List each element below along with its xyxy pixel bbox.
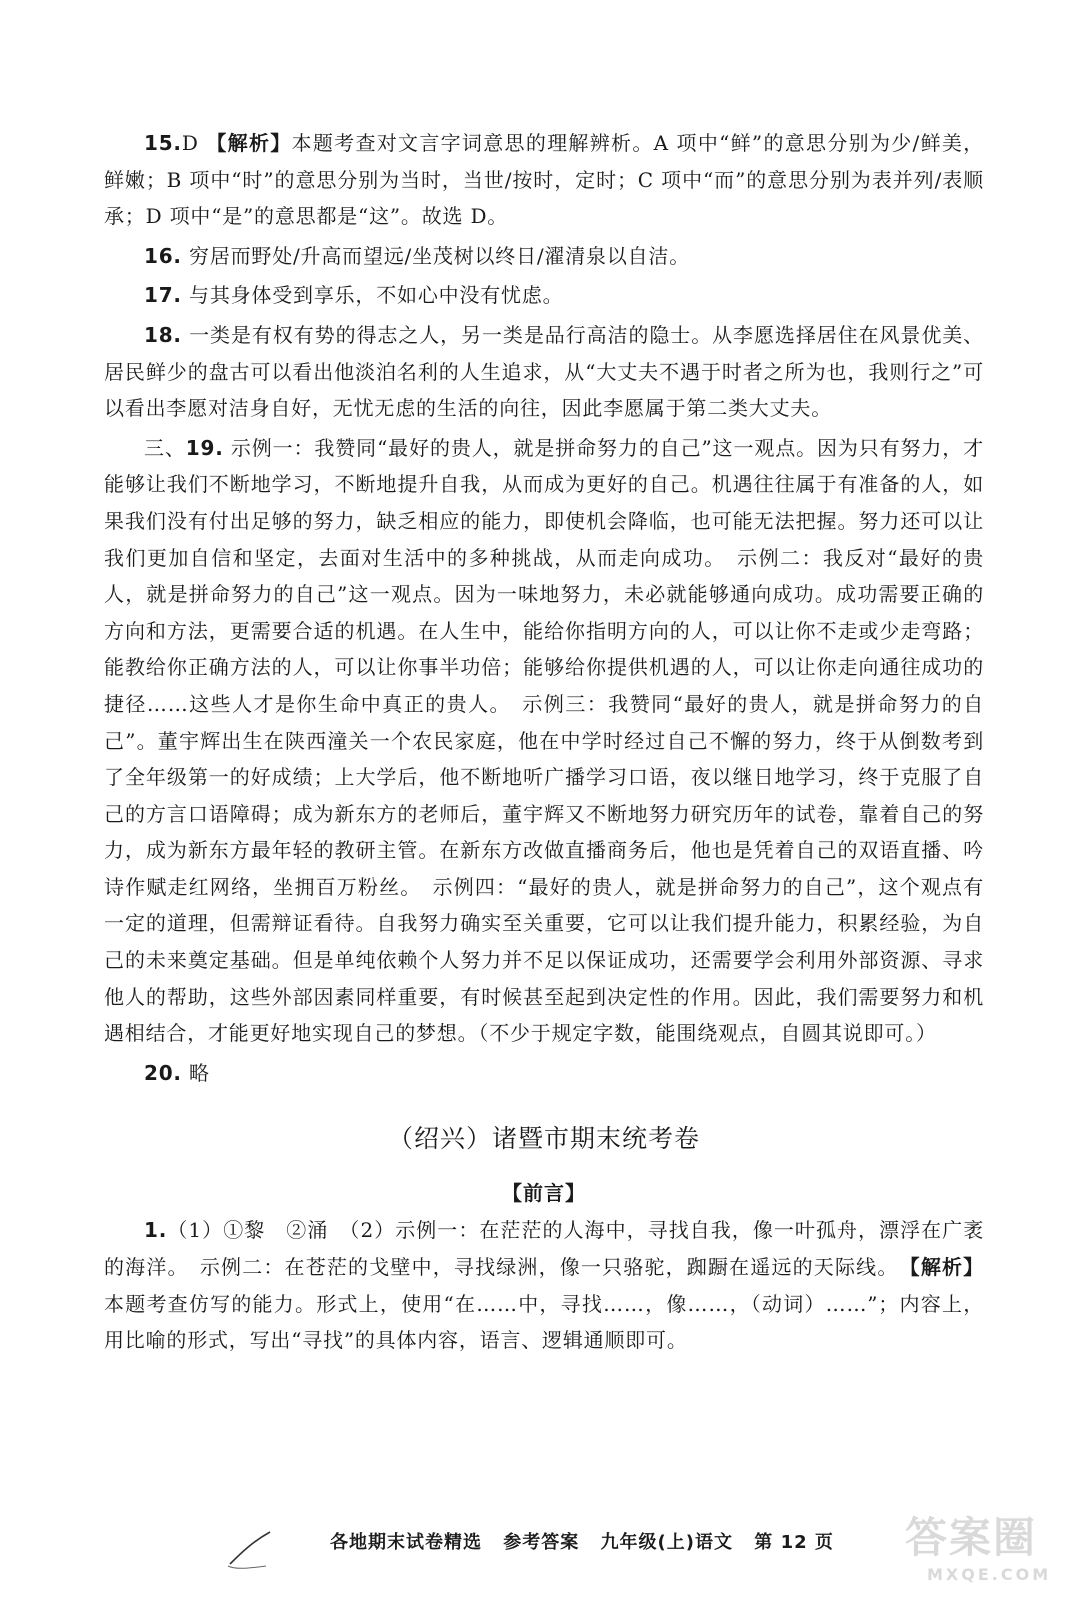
section-subtitle: 【前言】 bbox=[502, 1181, 586, 1206]
question-number: 1. bbox=[144, 1218, 168, 1243]
watermark-url: MXQE.COM bbox=[927, 1565, 1052, 1584]
analysis-tag: 【解析】 bbox=[909, 1255, 984, 1280]
analysis-tag: 【解析】 bbox=[206, 131, 292, 155]
question-number: 16. bbox=[144, 243, 182, 268]
watermark-logo: 答案圈 bbox=[905, 1513, 1038, 1562]
answer-15 bbox=[104, 125, 984, 235]
answer-17 bbox=[104, 277, 984, 314]
answer-text: 一类是有权有势的得志之人，另一类是品行高洁的隐士。从李愿选择居住在风景优美、居民鲜少的盘古可以看出他淡泊名利的人生追求，从“大丈夫不遇于时者之所为也，我则行之”可以看出李愿对洁身自好，无忧无虑的生活的向往，因此李愿属于第二类大丈夫。 bbox=[104, 322, 984, 421]
answer-18 bbox=[104, 317, 984, 427]
section-prefix: 三、 bbox=[144, 435, 186, 460]
question-number: 17. bbox=[144, 283, 182, 308]
answer-text: 穷居而野处/升高而望远/坐茂树以终日/濯清泉以自洁。 bbox=[189, 243, 691, 268]
question-number: 19. bbox=[185, 435, 224, 460]
watermark bbox=[905, 1505, 1075, 1595]
exam-section-title: （绍兴）诸暨市期末统考卷 bbox=[387, 1124, 700, 1154]
answer-text: 本题考查对文言字词意思的理解辨析。A 项中“鲜”的意思分别为少/鲜美，鲜嫩；B 项中“时”的意思分别为当时，当世/按时，定时；C 项中“而”的意思分别为表并列/表顺承；D 项中“是”的意思都是“这”。故选 D。 bbox=[104, 131, 984, 229]
answer-1 bbox=[104, 1212, 984, 1358]
question-number: 18. bbox=[144, 322, 182, 347]
question-number: 20. bbox=[144, 1060, 182, 1085]
answer-text: 略 bbox=[189, 1060, 210, 1085]
footer-grade: 九年级(上)语文 bbox=[600, 1532, 734, 1553]
answer-choice: D bbox=[181, 131, 199, 155]
answer-text: （1）①黎 ②涌 （2）示例一：在茫茫的人海中，寻找自我，像一叶孤舟，漂浮在广袤的海洋。 示例二：在苍茫的戈壁中，寻找绿洲，像一只骆驼，踟蹰在遥远的天际线。 bbox=[104, 1218, 984, 1280]
pen-stroke-icon bbox=[226, 1530, 286, 1570]
question-number: 15. bbox=[144, 131, 182, 155]
page-footer bbox=[330, 1528, 834, 1554]
footer-book-title: 各地期末试卷精选 bbox=[330, 1532, 482, 1553]
answer-16 bbox=[104, 238, 984, 275]
footer-kind: 参考答案 bbox=[503, 1532, 580, 1553]
answer-20 bbox=[104, 1055, 984, 1092]
answer-page bbox=[104, 125, 984, 1362]
footer-page-number: 第 12 页 bbox=[754, 1532, 834, 1553]
analysis-text: 本题考查仿写的能力。形式上，使用“在……中，寻找……，像……，（动词）……”；内容上，用比喻的形式，写出“寻找”的具体内容，语言、逻辑通顺即可。 bbox=[104, 1291, 984, 1353]
answer-text: 示例一：我赞同“最好的贵人，就是拼命努力的自己”这一观点。因为只有努力，才能够让我们不断地学习，不断地提升自我，从而成为更好的自己。机遇往往属于有准备的人，如果我们没有付出足够的努力，缺乏相应的能力，即使机会降临，也可能无法把握。努力还可以让我们更加自信和坚定，去面对生活中的多种挑战，从而走向成功。 示例二：我反对“最好的贵人，就是拼命努力的自己”这一观点。因为一味地努力，未必就能够通向成功。成功需要正确的方向和方法，更需要合适的机遇。在人生中，能给你指明方向的人，可以让你不走或少走弯路；能教给你正确方法的人，可以让你事半功倍；能够给你提供机遇的人，可以让你走向通往成功的捷径……这些人才是你生命中真正的贵人。 示例三：我赞同“最好的贵人，就是拼命努力的自己”。董宇辉出生在陕西潼关一个农民家庭，他在中学时经过自己不懈的努力，终于从倒数考到了全年级第一的好成绩；上大学后，他不断地听广播学习口语，夜以继日地学习，终于克服了自己的方言口语障碍；成为新东方的老师后，董宇辉又不断地努力研究历年的试卷，靠着自己的努力，成为新东方最年轻的教研主管。在新东方改做直播商务后，他也是凭着自己的双语直播、吟诗作赋走红网络，坐拥百万粉丝。 示例四：“最好的贵人，就是拼命努力的自己”，这个观点有一定的道理，但需辩证看待。自我努力确实至关重要，它可以让我们提升能力，积累经验，为自己的未来奠定基础。但是单纯依赖个人努力并不足以保证成功，还需要学会利用外部资源、寻求他人的帮助，这些外部因素同样重要，有时候甚至起到决定性的作用。因此，我们需要努力和机遇相结合，才能更好地实现自己的梦想。（不少于规定字数，能围绕观点，自圆其说即可。） bbox=[104, 435, 984, 1046]
answer-19 bbox=[104, 430, 984, 1052]
answer-text: 与其身体受到享乐，不如心中没有忧虑。 bbox=[189, 283, 564, 308]
